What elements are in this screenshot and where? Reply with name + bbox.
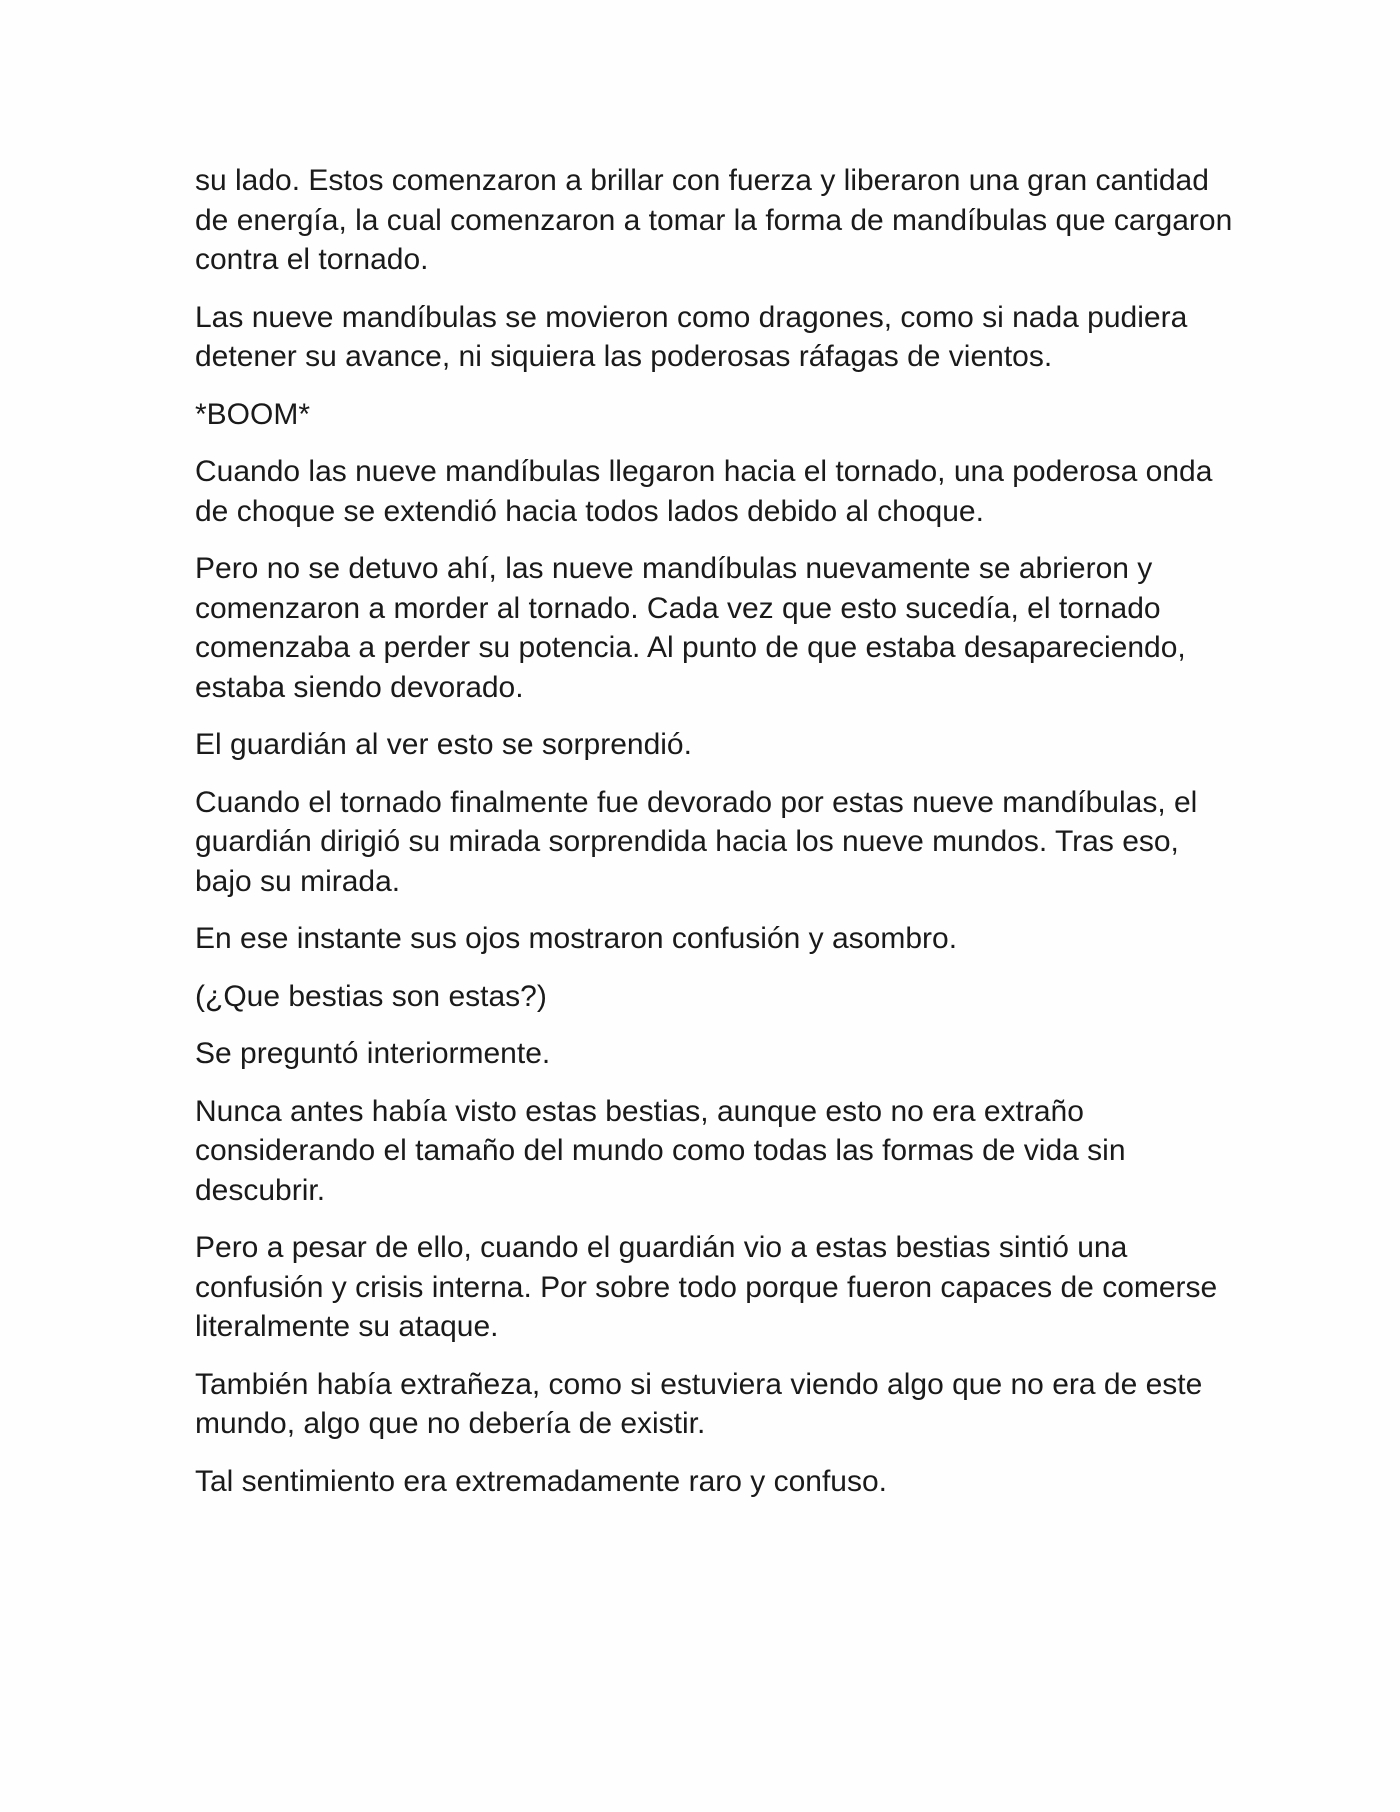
paragraph: Las nueve mandíbulas se movieron como dragones, como si nada pudiera detener su avance, ni siquiera las poderosas ráfagas de vientos. <box>195 300 1188 373</box>
paragraph: El guardián al ver esto se sorprendió. <box>195 728 692 761</box>
document-body <box>195 161 1235 1519</box>
paragraph: *BOOM* <box>195 397 311 431</box>
paragraph: Cuando el tornado finalmente fue devorado por estas nueve mandíbulas, el guardián dirigió su mirada sorprendida hacia los nueve mundos. Tras eso, bajo su mirada. <box>195 785 1198 898</box>
paragraph: Pero a pesar de ello, cuando el guardián vio a estas bestias sintió una confusión y crisis interna. Por sobre todo porque fueron capaces de comerse literalmente su ataque. <box>195 1231 1218 1343</box>
paragraph: Pero no se detuvo ahí, las nueve mandíbulas nuevamente se abrieron y comenzaron a morder al tornado. Cada vez que esto sucedía, el tornado comenzaba a perder su potencia. Al punto de que estaba desapareciendo, estaba siendo devorado. <box>195 552 1186 704</box>
paragraph: Tal sentimiento era extremadamente raro y confuso. <box>195 1464 888 1498</box>
paragraph: Cuando las nueve mandíbulas llegaron hacia el tornado, una poderosa onda de choque se extendió hacia todos lados debido al choque. <box>195 455 1213 528</box>
paragraph: En ese instante sus ojos mostraron confusión y asombro. <box>195 922 958 955</box>
paragraph: Se preguntó interiormente. <box>195 1037 551 1070</box>
paragraph: su lado. Estos comenzaron a brillar con fuerza y liberaron una gran cantidad de energía, la cual comenzaron a tomar la forma de mandíbulas que cargaron contra el tornado. <box>195 164 1233 276</box>
paragraph: (¿Que bestias son estas?) <box>195 979 547 1013</box>
paragraph: También había extrañeza, como si estuviera viendo algo que no era de este mundo, algo que no debería de existir. <box>195 1367 1203 1440</box>
paragraph: Nunca antes había visto estas bestias, aunque esto no era extraño considerando el tamaño del mundo como todas las formas de vida sin descubrir. <box>195 1094 1126 1207</box>
